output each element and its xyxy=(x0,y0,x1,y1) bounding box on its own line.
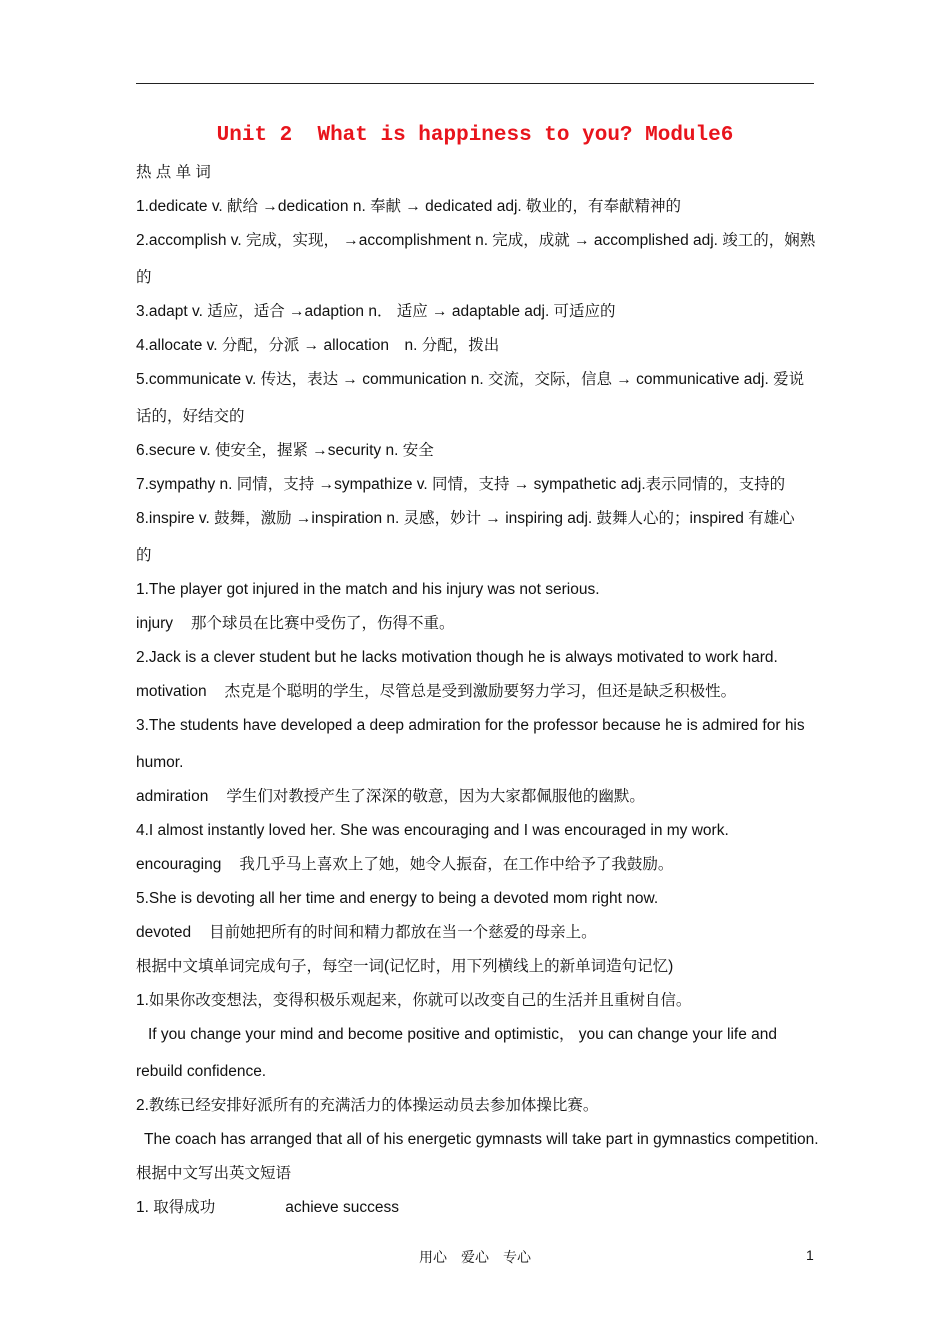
example-sentence: 1.The player got injured in the match and his injury was not serious. xyxy=(136,581,600,598)
target-word: encouraging xyxy=(136,856,222,873)
section-heading-phrases: 根据中文写出英文短语 xyxy=(136,1165,292,1182)
fill-item-english: If you change your mind and become positive and optimistic， you can change your life and xyxy=(148,1026,777,1043)
vocab-item: 2.accomplish v. 完成，实现， →accomplishment n. 完成，成就 → accomplished adj. 竣工的，娴熟 xyxy=(136,232,816,249)
fill-item-chinese: 1.如果你改变想法，变得积极乐观起来，你就可以改变自己的生活并且重树自信。 xyxy=(136,992,692,1009)
translation-text: 那个球员在比赛中受伤了，伤得不重。 xyxy=(191,615,455,632)
example-sentence-continuation: humor. xyxy=(136,754,184,771)
vocab-item-continuation: 的 xyxy=(136,547,152,564)
vocab-item: 7.sympathy n. 同情，支持 →sympathize v. 同情，支持 → sympathetic adj.表示同情的，支持的 xyxy=(136,476,786,493)
page-title: Unit 2 What is happiness to you? Module6 xyxy=(216,124,734,147)
translation-text: 杰克是个聪明的学生，尽管总是受到激励要努力学习，但还是缺乏积极性。 xyxy=(224,683,737,700)
section-heading-fill: 根据中文填单词完成句子，每空一词(记忆时，用下列横线上的新单词造句记忆) xyxy=(136,958,674,975)
example-translation xyxy=(136,850,814,884)
vocab-item: 1.dedicate v. 献给 →dedication n. 奉献 → dedicated adj. 敬业的，有奉献精神的 xyxy=(136,198,681,215)
document-body xyxy=(136,158,819,1227)
vocab-item-continuation: 话的，好结交的 xyxy=(136,408,245,425)
target-word: motivation xyxy=(136,683,207,700)
phrase-english: achieve success xyxy=(285,1199,399,1216)
target-word: devoted xyxy=(136,924,192,941)
example-sentence: 4.I almost instantly loved her. She was encouraging and I was encouraged in my work. xyxy=(136,822,729,839)
example-sentence: 5.She is devoting all her time and energy to being a devoted mom right now. xyxy=(136,890,659,907)
fill-item-english-continuation: rebuild confidence. xyxy=(136,1063,267,1080)
example-translation xyxy=(136,677,814,711)
fill-item-english: The coach has arranged that all of his energetic gymnasts will take part in gymnastics competition. xyxy=(144,1131,819,1148)
header-rule xyxy=(136,83,814,84)
vocab-item: 6.secure v. 使安全，握紧 →security n. 安全 xyxy=(136,442,434,459)
page-number: 1 xyxy=(806,1247,814,1263)
target-word: injury xyxy=(136,615,174,632)
vocab-item: 4.allocate v. 分配，分派 → allocation n. 分配，拨出 xyxy=(136,337,500,354)
translation-text: 目前她把所有的时间和精力都放在当一个慈爱的母亲上。 xyxy=(209,924,597,941)
translation-text: 我几乎马上喜欢上了她，她令人振奋，在工作中给予了我鼓励。 xyxy=(239,856,674,873)
phrase-chinese: 1. 取得成功 xyxy=(136,1199,216,1216)
vocab-item-continuation: 的 xyxy=(136,269,152,286)
section-heading-vocab: 热 点 单 词 xyxy=(136,164,211,181)
example-translation xyxy=(136,782,814,816)
target-word: admiration xyxy=(136,788,209,805)
example-translation xyxy=(136,918,814,952)
example-sentence: 2.Jack is a clever student but he lacks motivation though he is always motivated to work hard. xyxy=(136,649,778,666)
vocab-item: 3.adapt v. 适应，适合 →adaption n． 适应 → adaptable adj. 可适应的 xyxy=(136,303,616,320)
phrase-item xyxy=(136,1193,814,1227)
example-sentence: 3.The students have developed a deep admiration for the professor because he is admired for his xyxy=(136,717,805,734)
page-footer: 用心 爱心 专心 xyxy=(419,1249,531,1265)
fill-item-chinese: 2.教练已经安排好派所有的充满活力的体操运动员去参加体操比赛。 xyxy=(136,1097,599,1114)
translation-text: 学生们对教授产生了深深的敬意，因为大家都佩服他的幽默。 xyxy=(226,788,645,805)
vocab-item: 5.communicate v. 传达，表达 → communication n. 交流，交际，信息 → communicative adj. 爱说 xyxy=(136,371,805,388)
vocab-item: 8.inspire v. 鼓舞，激励 →inspiration n. 灵感，妙计 → inspiring adj. 鼓舞人心的；inspired 有雄心 xyxy=(136,510,795,527)
example-translation xyxy=(136,609,814,643)
